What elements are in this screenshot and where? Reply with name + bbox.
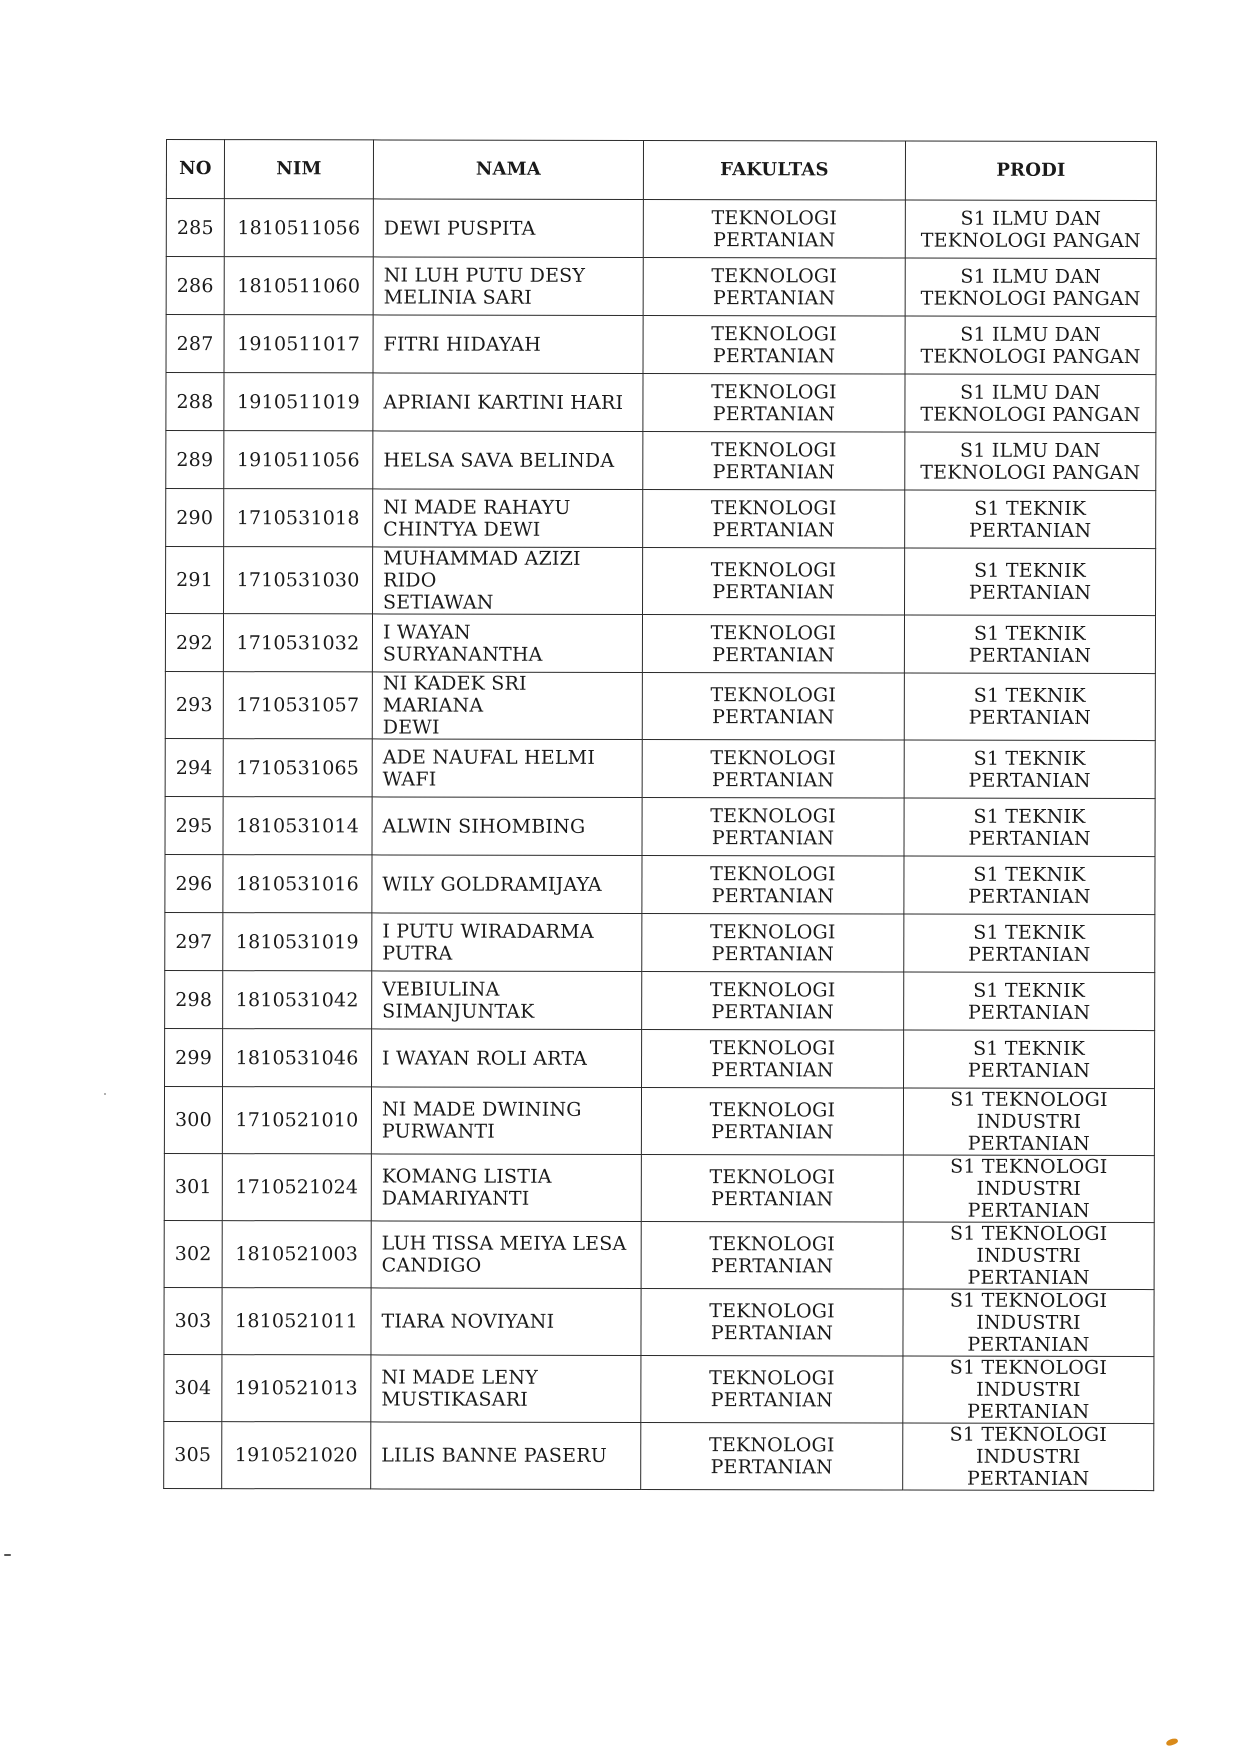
cell-line: TEKNOLOGI [710,684,837,707]
cell-line: NI MADE LENY [381,1366,538,1389]
cell-line: SETIAWAN [383,591,494,614]
cell-line: S1 TEKNIK PERTANIAN [968,622,1092,667]
cell-line: MUHAMMAD AZIZI RIDO [383,547,581,592]
cell-line: PERTANIAN [710,1389,834,1412]
cell-no: 305 [164,1421,222,1488]
cell-line: PURWANTI [381,1120,496,1143]
cell-fakultas [642,797,904,856]
table-row [166,199,1156,259]
cell-fakultas [641,1221,903,1289]
cell-nim: 1710531018 [224,489,373,547]
cell-nama [372,739,642,798]
cell-fakultas [643,257,905,316]
table-row [165,738,1155,798]
cell-line: S1 TEKNIK PERTANIAN [968,979,1091,1024]
cell-line: PERTANIAN [712,581,835,604]
cell-line: PERTANIAN [712,344,836,367]
cell-line: TEKNOLOGI PANGAN [920,345,1141,368]
cell-line: INDUSTRI PERTANIAN [967,1244,1090,1289]
cell-nim: 1710531057 [223,672,372,739]
cell-line: INDUSTRI PERTANIAN [967,1110,1091,1155]
cell-fakultas [642,1029,904,1088]
cell-line: S1 TEKNIK PERTANIAN [967,1037,1091,1082]
cell-line: TEKNOLOGI [711,380,837,403]
cell-line: TEKNOLOGI [711,206,838,229]
cell-line: TEKNOLOGI [709,1367,835,1390]
cell-line: NI LUH PUTU DESY [383,263,586,287]
cell-nama [371,1355,641,1423]
cell-no: 291 [166,547,224,614]
cell-line: LUH TISSA MEIYA LESA [381,1232,627,1255]
cell-line: PERTANIAN [710,1322,834,1345]
cell-nama [372,913,642,972]
cell-line: PERTANIAN [713,286,836,309]
cell-fakultas [643,431,905,490]
cell-fakultas [642,913,904,972]
cell-line: S1 ILMU DAN [960,381,1101,404]
cell-line: S1 TEKNIK PERTANIAN [968,684,1091,729]
cell-line: TEKNOLOGI [709,1099,836,1122]
table-row [164,1287,1154,1356]
cell-line: TEKNOLOGI PANGAN [920,461,1141,484]
table-row [164,1354,1154,1423]
cell-line: S1 TEKNOLOGI [949,1423,1107,1446]
cell-line: I PUTU WIRADARMA [382,919,594,943]
table-body [164,199,1157,1491]
cell-nim: 1810531042 [223,971,372,1029]
cell-no: 285 [166,199,224,257]
cell-prodi [904,856,1155,915]
cell-line: S1 ILMU DAN [960,439,1101,462]
cell-line: TEKNOLOGI PANGAN [920,229,1141,252]
table-row [166,431,1156,491]
cell-line: TEKNOLOGI [710,496,837,519]
cell-nama [372,855,642,914]
cell-prodi [905,490,1156,549]
table-row [164,1421,1154,1490]
cell-line: FITRI HIDAYAH [383,332,542,356]
cell-line: TEKNOLOGI [710,559,837,582]
cell-line: S1 ILMU DAN [960,323,1101,346]
cell-fakultas [642,672,904,740]
cell-no: 298 [165,970,223,1028]
header-no: NO [166,140,224,199]
cell-line: ADE NAUFAL HELMI [382,745,596,769]
cell-line: TEKNOLOGI [711,264,838,287]
cell-nama [372,971,642,1030]
table-row [165,854,1155,914]
cell-line: PERTANIAN [711,1058,834,1081]
cell-line: INDUSTRI PERTANIAN [967,1177,1090,1222]
cell-prodi [904,1030,1155,1089]
student-table [163,139,1157,1491]
table-row [166,489,1156,549]
cell-nim: 1910511019 [224,373,373,431]
cell-prodi [904,972,1155,1031]
cell-line: S1 ILMU DAN [960,265,1102,288]
cell-nama [372,1029,642,1088]
cell-fakultas [642,971,904,1030]
cell-line: CANDIGO [381,1254,482,1277]
cell-prodi [904,615,1155,674]
cell-nim: 1710521010 [222,1087,371,1154]
table-row [164,1220,1154,1289]
cell-line: S1 TEKNOLOGI [950,1088,1108,1111]
cell-no: 302 [164,1220,222,1287]
cell-fakultas [642,855,904,914]
cell-prodi [904,914,1155,973]
cell-nim: 1910521020 [222,1422,371,1489]
cell-fakultas [641,1087,903,1155]
cell-line: TEKNOLOGI [709,1300,835,1323]
cell-line: WAFI [382,767,437,791]
cell-line: TEKNOLOGI [710,621,837,644]
cell-line: PERTANIAN [711,826,835,849]
cell-no: 289 [166,431,224,489]
cell-line: CHINTYA DEWI [383,517,541,541]
cell-no: 290 [166,489,224,547]
table-row [166,257,1156,317]
cell-nama [373,431,643,490]
cell-nim: 1710521024 [222,1154,371,1221]
cell-line: PERTANIAN [712,402,836,425]
cell-line: PERTANIAN [710,1255,834,1278]
header-fakultas: FAKULTAS [643,141,905,201]
scan-speck [4,1554,11,1556]
cell-fakultas [641,1288,903,1356]
cell-nim: 1710531032 [223,614,372,672]
table-row [165,970,1155,1030]
cell-nim: 1810531019 [223,913,372,971]
cell-line: SIMANJUNTAK [382,999,535,1023]
cell-no: 288 [166,373,224,431]
cell-nim: 1810511060 [224,257,373,315]
cell-line: INDUSTRI PERTANIAN [967,1445,1090,1490]
cell-line: INDUSTRI PERTANIAN [967,1311,1090,1356]
cell-prodi [905,548,1156,616]
cell-line: I WAYAN ROLI ARTA [382,1046,588,1070]
cell-no: 294 [165,738,223,796]
cell-line: S1 TEKNIK PERTANIAN [968,747,1091,792]
cell-nama [371,1288,641,1356]
cell-fakultas [643,373,905,432]
cell-fakultas [642,739,904,798]
cell-no: 287 [166,315,224,373]
cell-line: S1 TEKNOLOGI [949,1289,1108,1312]
cell-line: ALWIN SIHOMBING [382,814,586,838]
cell-line: PERTANIAN [711,1000,834,1023]
cell-line: TEKNOLOGI [709,1233,836,1256]
cell-line: I WAYAN SURYANANTHA [382,620,543,666]
cell-line: TIARA NOVIYANI [381,1310,555,1333]
cell-line: S1 TEKNIK PERTANIAN [969,497,1092,542]
table-row [166,373,1156,433]
cell-nim: 1810531014 [223,797,372,855]
cell-prodi [903,1222,1154,1290]
cell-nim: 1710531065 [223,739,372,797]
cell-prodi [903,1356,1154,1424]
cell-no: 300 [164,1086,222,1153]
cell-fakultas [641,1355,903,1423]
table-row [165,614,1155,674]
cell-line: PERTANIAN [710,1456,833,1479]
cell-prodi [904,740,1155,799]
table-row [166,547,1156,616]
cell-prodi [903,1088,1154,1156]
cell-fakultas [641,1154,903,1222]
cell-line: INDUSTRI PERTANIAN [967,1378,1090,1423]
cell-prodi [903,1289,1154,1357]
cell-no: 301 [164,1153,222,1220]
cell-nama [373,257,643,316]
cell-nim: 1810531046 [223,1029,372,1087]
header-row [166,140,1156,201]
cell-prodi [905,316,1156,375]
cell-nama [373,199,643,258]
cell-line: TEKNOLOGI [710,862,836,885]
cell-line: TEKNOLOGI PANGAN [920,287,1141,310]
cell-nama [372,797,642,856]
cell-nim: 1910521013 [222,1355,371,1422]
cell-no: 299 [165,1028,223,1086]
cell-nama [372,672,642,740]
cell-line: PERTANIAN [711,768,835,791]
cell-line: S1 TEKNOLOGI [950,1155,1108,1178]
cell-fakultas [642,614,904,673]
cell-nama [371,1087,641,1155]
cell-line: TEKNOLOGI [710,804,836,827]
table-row [165,912,1155,972]
cell-line: LILIS BANNE PASERU [381,1444,607,1467]
cell-line: S1 TEKNIK PERTANIAN [968,805,1091,850]
cell-no: 286 [166,257,224,315]
cell-prodi [904,673,1155,741]
scan-stain [1165,1737,1178,1747]
cell-line: TEKNOLOGI [709,1166,836,1189]
cell-line: PERTANIAN [712,518,835,541]
cell-line: PERTANIAN [711,884,835,907]
table-row [166,315,1156,375]
cell-line: PERTANIAN [712,460,835,483]
cell-line: PERTANIAN [711,1188,834,1211]
cell-fakultas [643,315,905,374]
cell-no: 303 [164,1287,222,1354]
cell-no: 304 [164,1354,222,1421]
cell-prodi [903,1155,1154,1223]
cell-line: TEKNOLOGI [708,1434,835,1457]
cell-prodi [905,374,1156,433]
cell-prodi [905,432,1156,491]
cell-nama [371,1422,641,1490]
cell-nim: 1910511056 [224,431,373,489]
cell-nim: 1710531030 [224,547,373,614]
header-nama: NAMA [373,140,643,200]
cell-line: PERTANIAN [712,706,835,729]
cell-prodi [903,1423,1154,1491]
table-row [164,1086,1154,1155]
cell-no: 295 [165,796,223,854]
cell-prodi [905,258,1156,317]
table-row [165,796,1155,856]
cell-line: TEKNOLOGI [711,322,837,345]
cell-nim: 1910511017 [224,315,373,373]
cell-line: S1 TEKNOLOGI [949,1222,1108,1245]
cell-line: NI MADE DWINING [381,1098,582,1121]
cell-no: 297 [165,912,223,970]
cell-line: S1 TEKNIK PERTANIAN [968,921,1091,966]
cell-no: 293 [165,671,223,738]
cell-nama [373,547,643,615]
cell-line: APRIANI KARTINI HARI [383,390,624,414]
cell-line: S1 TEKNIK PERTANIAN [968,559,1092,604]
cell-nim: 1810531016 [223,855,372,913]
cell-line: DAMARIYANTI [381,1187,530,1210]
cell-line: PUTRA [382,941,453,965]
cell-nama [373,315,643,374]
cell-line: TEKNOLOGI [709,1036,836,1059]
cell-line: MUSTIKASARI [381,1388,528,1411]
cell-nim: 1810521003 [222,1221,371,1288]
cell-line: KOMANG LISTIA [381,1165,552,1188]
cell-nama [371,1221,641,1289]
cell-line: DEWI PUSPITA [383,216,536,240]
table-row [164,1153,1154,1222]
cell-fakultas [643,547,905,615]
cell-fakultas [643,199,905,258]
cell-no: 296 [165,854,223,912]
table-row [165,1028,1155,1088]
cell-fakultas [643,489,905,548]
cell-line: HELSA SAVA BELINDA [383,448,615,472]
cell-nim: 1810521011 [222,1288,371,1355]
cell-no: 292 [165,614,223,672]
cell-line: NI MADE RAHAYU [383,495,571,519]
scan-speck [104,1093,106,1095]
cell-line: TEKNOLOGI [711,438,837,461]
cell-nama [372,614,642,673]
cell-line: TEKNOLOGI [709,978,836,1001]
cell-line: DEWI [382,716,440,739]
cell-nama [371,1154,641,1222]
cell-prodi [905,200,1156,259]
cell-line: PERTANIAN [712,643,835,666]
cell-line: S1 TEKNOLOGI [949,1356,1108,1379]
cell-line: TEKNOLOGI [710,920,836,943]
cell-line: PERTANIAN [713,228,836,251]
cell-line: WILY GOLDRAMIJAYA [382,872,602,896]
cell-line: NI KADEK SRI MARIANA [382,672,527,717]
cell-nama [373,489,643,548]
cell-prodi [904,798,1155,857]
header-nim: NIM [224,140,373,199]
cell-nim: 1810511056 [224,199,373,257]
cell-line: VEBIULINA [382,977,500,1001]
cell-line: S1 ILMU DAN [960,207,1102,230]
cell-line: S1 TEKNIK PERTANIAN [968,863,1091,908]
cell-line: MELINIA SARI [383,285,532,309]
table-row [165,671,1155,740]
header-prodi: PRODI [905,141,1156,201]
cell-nama [373,373,643,432]
cell-line: PERTANIAN [711,1121,834,1144]
cell-fakultas [641,1422,903,1490]
cell-line: PERTANIAN [711,942,834,965]
cell-line: TEKNOLOGI PANGAN [920,403,1141,426]
cell-line: TEKNOLOGI [710,746,837,769]
